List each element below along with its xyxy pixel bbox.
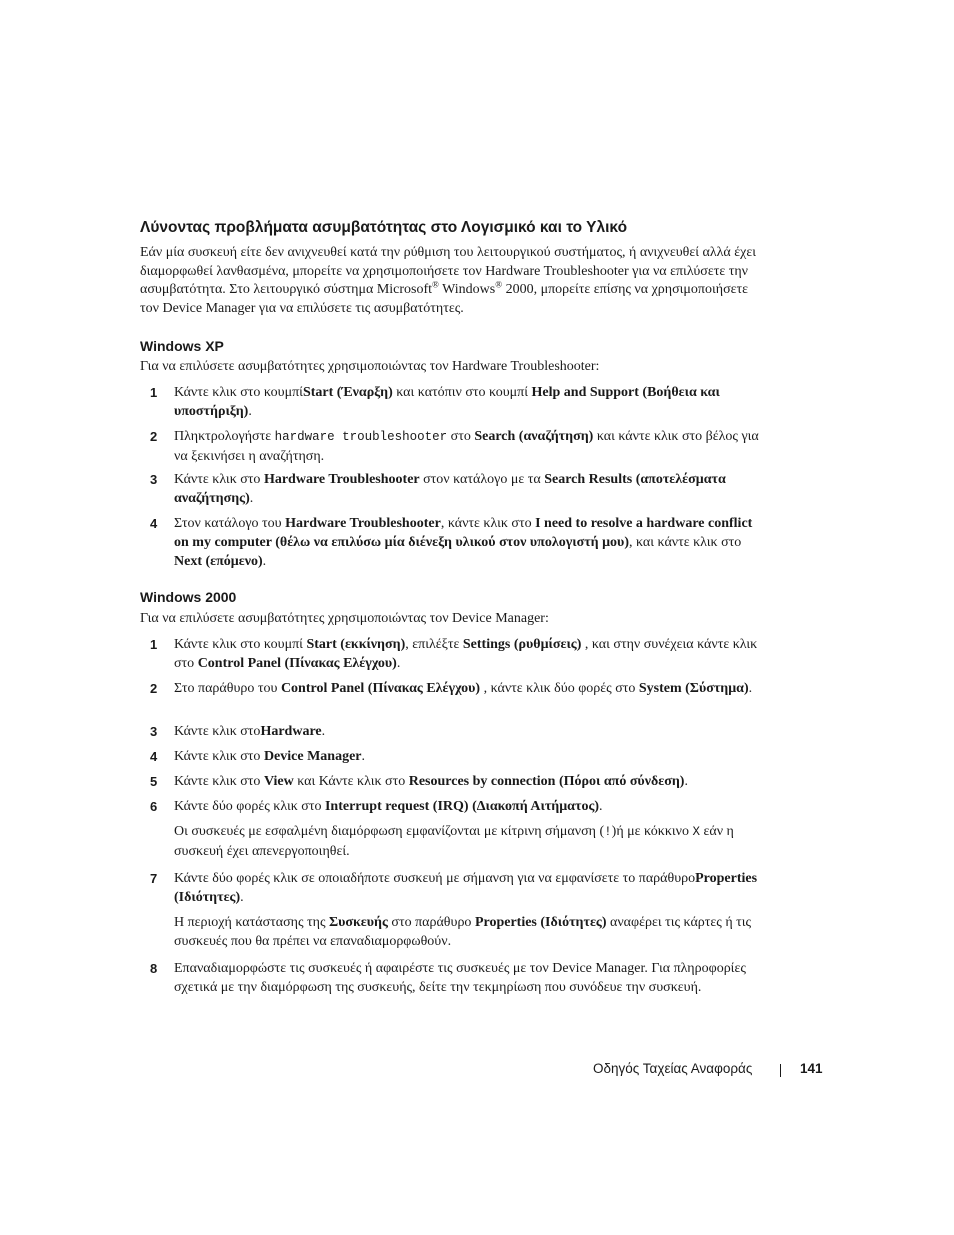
section-title: Λύνοντας προβλήματα ασυμβατότητας στο Λογισμικό και το Υλικό — [140, 219, 628, 236]
w2k-step-6-note: Οι συσκευές με εσφαλμένη διαμόρφωση εμφανίζονται με κίτρινη σήμανση (!)ή με κόκκινο X εάν η συσκευή έχει απενεργοποιηθεί. — [174, 824, 734, 859]
code-text: hardware troubleshooter — [274, 430, 448, 444]
footer-divider — [780, 1064, 781, 1077]
windows-2000-heading: Windows 2000 — [140, 589, 237, 605]
windows-2000-lead: Για να επιλύσετε ασυμβατότητες χρησιμοποιώντας τον Device Manager: — [140, 611, 549, 626]
intro-paragraph: Εάν μία συσκευή είτε δεν ανιχνευθεί κατά την ρύθμιση του λειτουργικού συστήματος, ή ανιχνευθεί αλλά έχει διαμορφωθεί λανθασμένα, μπορείτε να χρησιμοποιήσετε τον Hardware Troubleshooter για να επιλύσετε την ασυμβατότητα. Στο λειτουργικό σύστημα Microsoft® Windows® 2000, μπορείτε επίσης να χρησιμοποιήσετε τον Device Manager για να επιλύσετε τις ασυμβατότητες. — [140, 245, 756, 316]
document-page: Λύνοντας προβλήματα ασυμβατότητας στο Λογισμικό και το Υλικό Εάν μία συσκευή είτε δεν ανιχνευθεί κατά την ρύθμιση του λειτουργικού συστήματος, ή ανιχνευθεί αλλά έχει διαμορφωθεί λανθασμένα, μπορείτε να χρησιμοποιήσετε τον Hardware Troubleshooter για να επιλύσετε την ασυμβατότητα. Στο λειτουργικό σύστημα Microsoft® Windows® 2000, μπορείτε επίσης να χρησιμοποιήσετε τον Device Manager για να επιλύσετε τις ασυμβατότητες. Windows XP Για να επιλύσετε ασυμβατότητες χρησιμοποιώντας τον Hardware Troubleshooter: 1 Κάντε κλικ στο κουμπίStart (Έναρξη) και κατόπιν στο κουμπί Help and Support (Βοήθεια και υποστήριξη). 2 Πληκτρολογήστε hardware troubleshooter στο Search (αναζήτηση) και κάντε κλικ στο βέλος για να ξεκινήσει η αναζήτηση. 3 Κάντε κλικ στο Hardware Troubleshooter στον κατάλογο με τα Search Results (αποτελέσματα αναζήτησης). 4 Στον κατάλογο του Hardware Troubleshooter, κάντε κλικ στο I need to resolve a hardware conflict on my computer (θέλω να επιλύσω μία διένεξη υλικού στον υπολογιστή μου), και κάντε κλικ στο Next (επόμενο). Windows 2000 Για να επιλύσετε ασυμβατότητες χρησιμοποιώντας τον Device Manager: 1 Κάντε κλικ στο κουμπί Start (εκκίνηση), επιλέξτε Settings (ρυθμίσεις) , και στην συνέχεια κάντε κλικ στο Control Panel (Πίνακας Ελέγχου). 2 Στο παράθυρο του Control Panel (Πίνακας Ελέγχου) , κάντε κλικ δύο φορές στο System (Σύστημα). 3 Κάντε κλικ στοHardware. 4 Κάντε κλικ στο Device Manager. 5 Κάντε κλικ στο View και Κάντε κλικ στο Resources by connection (Πόροι από σύνδεση). 6 Κάντε δύο φορές κλικ στο Interrupt request (IRQ) (Διακοπή Αιτήματος). Οι συσκευές με εσφαλμένη διαμόρφωση εμφανίζονται με κίτρινη σήμανση (!)ή με κόκκινο X εάν η συσκευή έχει απενεργοποιηθεί. 7 Κάντε δύο φορές κλικ σε οποιαδήποτε συσκευή με σήμανση για να εμφανίσετε το παράθυροProperties (Ιδιότητες). Η περιοχή κατάστασης της Συσκευής στο παράθυρο Properties (Ιδιότητες) αναφέρει τις κάρτες ή τις συσκευές που θα πρέπει να επαναδιαμορφωθούν. 8 Επαναδιαμορφώστε τις συσκευές ή αφαιρέστε τις συσκευές με τον Device Manager. Για πληροφορίες σχετικά με την διαμόρφωση της συσκευής, δείτε την τεκμηρίωση που συνόδευε την συσκευή. Οδηγός Ταχείας Αναφοράς 141 — [140, 219, 823, 1076]
yellow-mark-symbol: ! — [604, 825, 612, 839]
page-number: 141 — [800, 1061, 823, 1076]
red-x-symbol: X — [692, 825, 700, 839]
w2k-step-7-note: Η περιοχή κατάστασης της Συσκευής στο παράθυρο Properties (Ιδιότητες) αναφέρει τις κάρτες ή τις συσκευές που θα πρέπει να επαναδιαμορφωθούν. — [174, 915, 752, 949]
windows-xp-heading: Windows XP — [140, 338, 224, 354]
windows-xp-lead: Για να επιλύσετε ασυμβατότητες χρησιμοποιώντας τον Hardware Troubleshooter: — [140, 359, 600, 374]
footer-title: Οδηγός Ταχείας Αναφοράς — [593, 1061, 753, 1076]
